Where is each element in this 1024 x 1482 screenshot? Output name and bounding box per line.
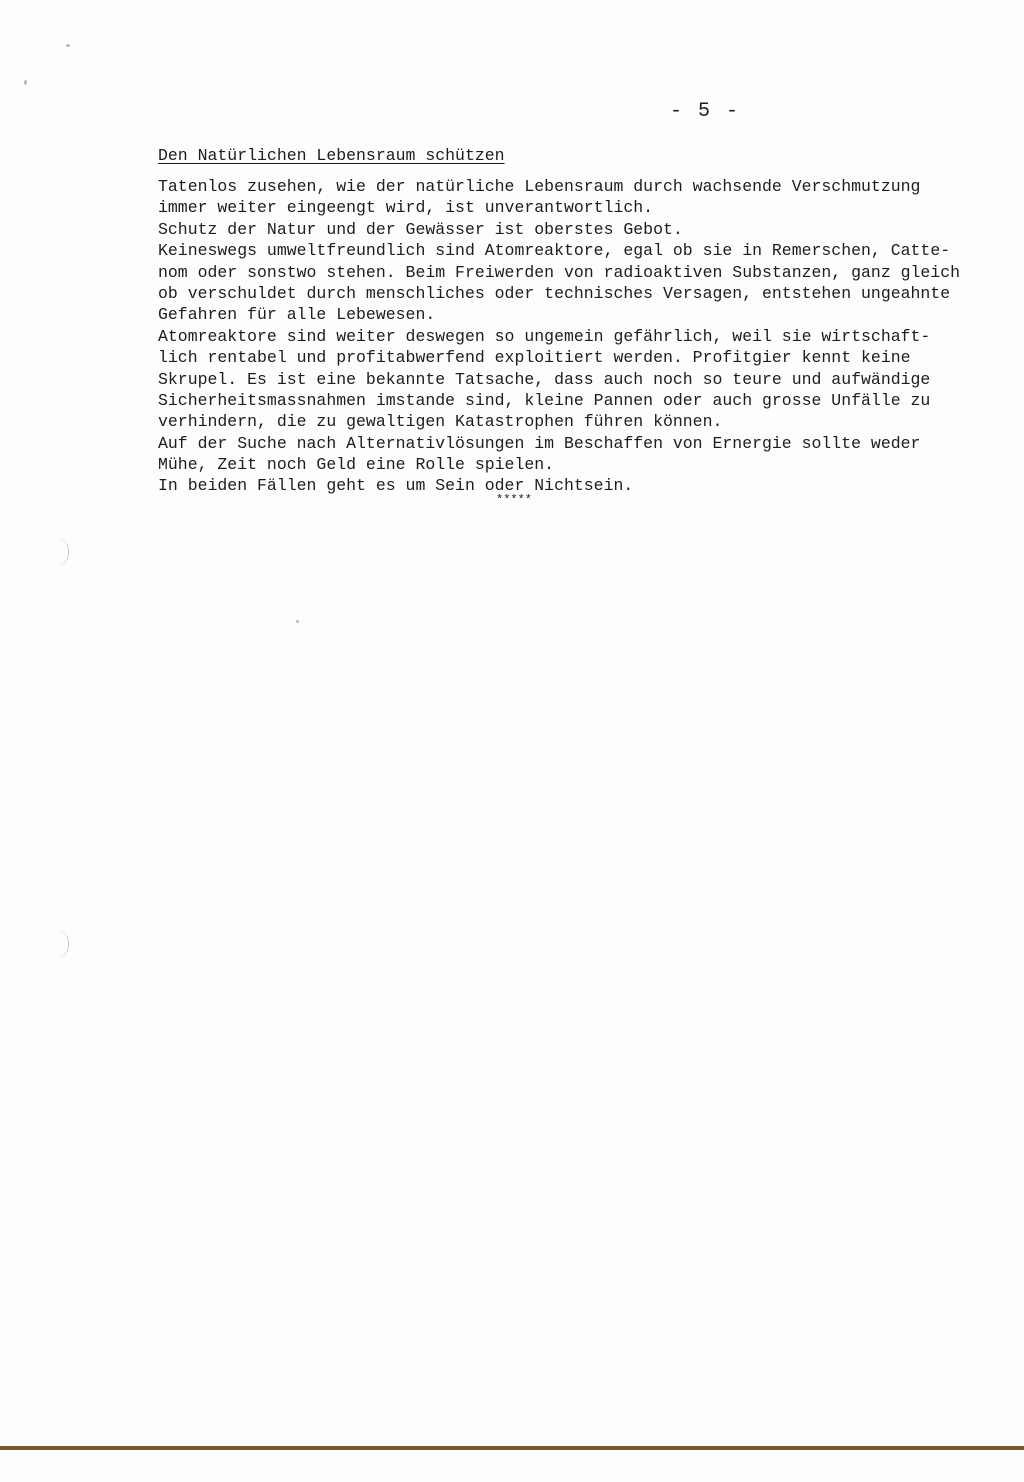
body-text: [158, 176, 1018, 497]
text-line: Sicherheitsmassnahmen imstande sind, kleine Pannen oder auch grosse Unfälle zu: [158, 390, 931, 410]
text-line: Tatenlos zusehen, wie der natürliche Lebensraum durch wachsende Verschmutzung: [158, 177, 921, 196]
text-line: nom oder sonstwo stehen. Beim Freiwerden von radioaktiven Substanzen, ganz gleich: [158, 262, 961, 282]
page-number: - 5 -: [670, 100, 741, 123]
text-line: lich rentabel und profitabwerfend exploitiert werden. Profitgier kennt keine: [158, 348, 911, 368]
text-line: Atomreaktore sind weiter deswegen so ungemein gefährlich, weil sie wirtschaft-: [158, 326, 931, 346]
text-line: Auf der Suche nach Alternativlösungen im Beschaffen von Ernergie sollte weder: [158, 433, 921, 453]
paper-speck: [24, 80, 27, 85]
section-separator: *****: [496, 493, 533, 507]
text-line: immer weiter eingeengt wird, ist unverantwortlich.: [158, 198, 654, 218]
text-line: Keineswegs umweltfreundlich sind Atomreaktore, egal ob sie in Remerschen, Catte-: [158, 241, 951, 261]
section-heading: Den Natürlichen Lebensraum schützen: [158, 146, 505, 165]
punch-hole-mark: [56, 538, 69, 566]
paper-speck: [296, 620, 299, 623]
punch-hole-mark: [56, 930, 69, 958]
text-line: ob verschuldet durch menschliches oder technisches Versagen, entstehen ungeahnte: [158, 283, 951, 303]
text-line: Gefahren für alle Lebewesen.: [158, 305, 436, 325]
text-line: Schutz der Natur und der Gewässer ist oberstes Gebot.: [158, 219, 683, 239]
text-line: In beiden Fällen geht es um Sein oder Nichtsein.: [158, 476, 634, 496]
text-line: Mühe, Zeit noch Geld eine Rolle spielen.: [158, 455, 555, 475]
text-line: Skrupel. Es ist eine bekannte Tatsache, dass auch noch so teure und aufwändige: [158, 369, 931, 389]
text-line: verhindern, die zu gewaltigen Katastrophen führen können.: [158, 412, 723, 432]
paper-speck: [66, 44, 70, 47]
bottom-edge-rule: [0, 1446, 1024, 1450]
